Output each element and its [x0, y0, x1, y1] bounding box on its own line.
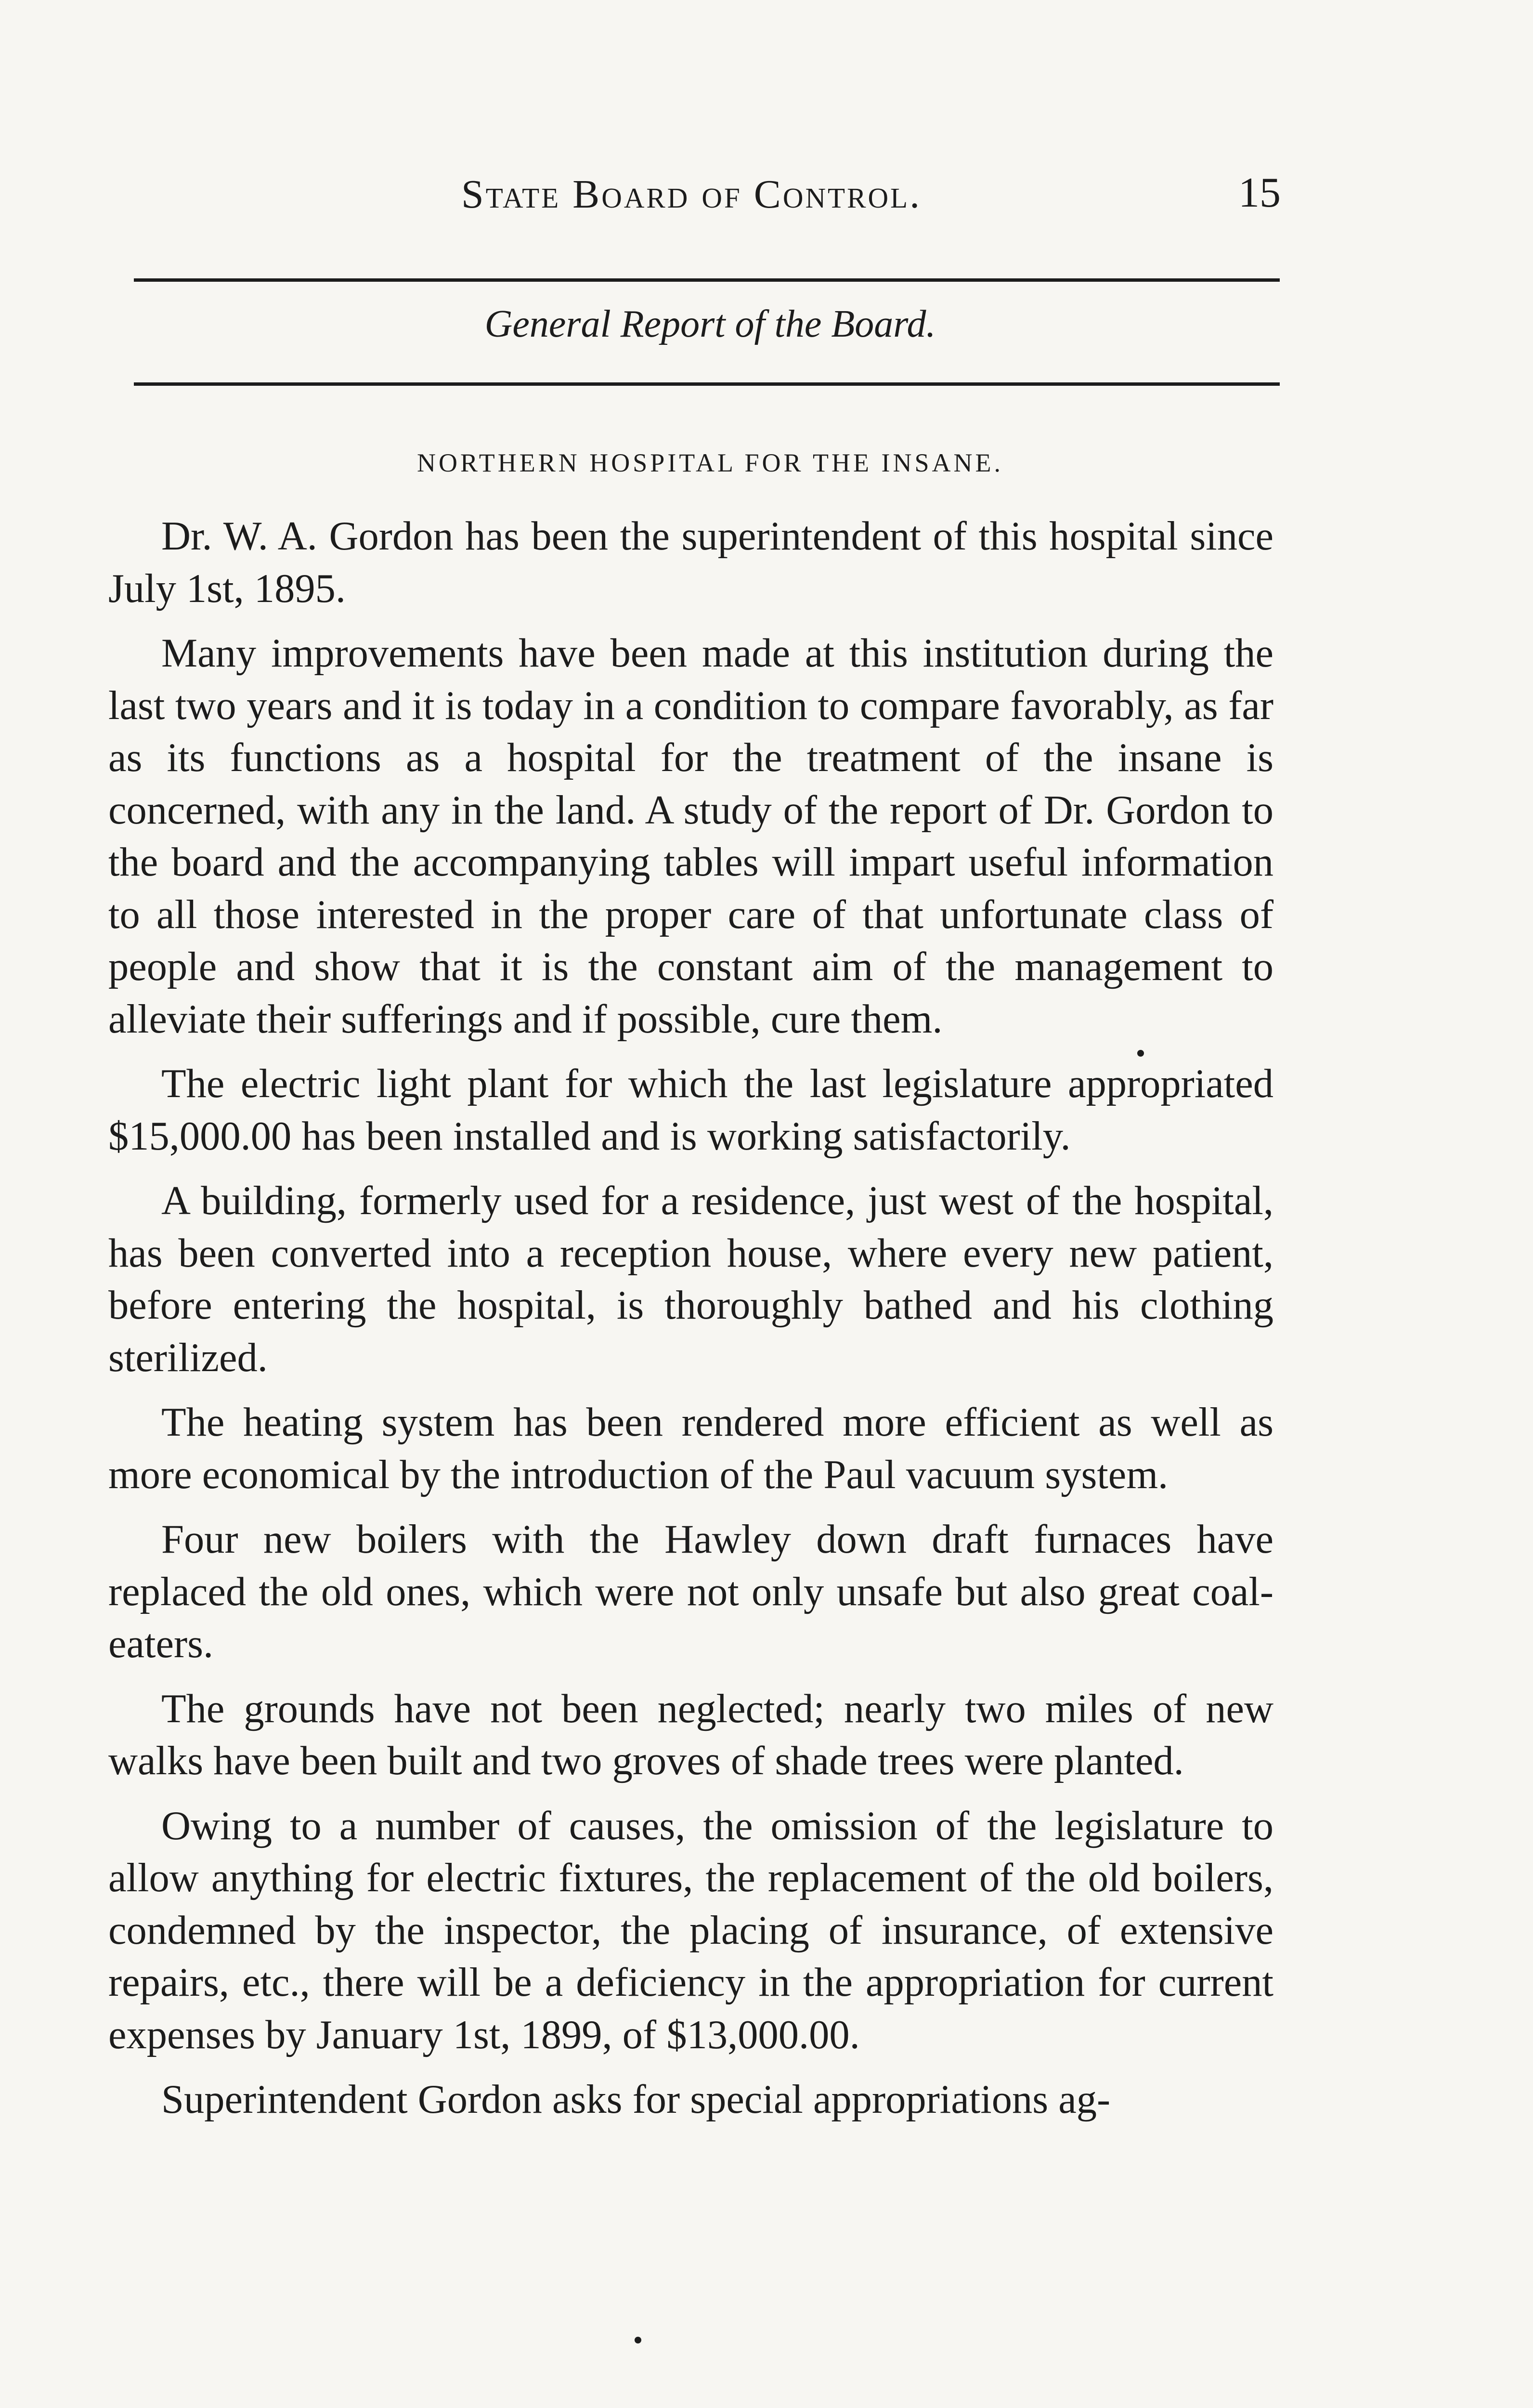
running-header-title: State Board of Control. — [461, 172, 922, 217]
paragraph: Many improvements have been made at this institution during the last two years and it is today in a condition to compare favorably, as far as its functions as a hospital for the treatment of the insane is concerned, with any in the land. A study of the report of Dr. Gordon to the board and the accompanying tables will impart useful information to all those interested in the proper care of that unfortunate class of people and show that it is the constant aim of the management to alleviate their sufferings and if possible, cure them. — [108, 631, 1273, 1042]
paragraph: A building, formerly used for a residence, just west of the hospital, has been converted into a reception house, where every new patient, before entering the hospital, is thoroughly bathed and his clothing sterilized. — [108, 1178, 1273, 1380]
print-speck — [635, 2337, 641, 2343]
paragraph: Dr. W. A. Gordon has been the superintendent of this hospital since July 1st, 1895. — [108, 514, 1273, 611]
paragraph: Four new boilers with the Hawley down draft furnaces have replaced the old ones, which were not only unsafe but also great coal-eaters. — [108, 1517, 1273, 1666]
section-subtitle: General Report of the Board. — [484, 303, 936, 345]
section-heading: NORTHERN HOSPITAL FOR THE INSANE. — [417, 448, 1003, 477]
print-speck — [1137, 1050, 1144, 1057]
header-rule-top — [134, 278, 1280, 282]
header-rule-bottom — [134, 382, 1280, 386]
body-text — [108, 510, 1273, 2139]
paragraph: The heating system has been rendered more efficient as well as more economical by the introduction of the Paul vacuum system. — [108, 1400, 1273, 1497]
paragraph: The grounds have not been neglected; nearly two miles of new walks have been built and two groves of shade trees were planted. — [108, 1686, 1273, 1783]
paragraph: The electric light plant for which the last legislature appropriated $15,000.00 has been installed and is working satisfactorily. — [108, 1061, 1273, 1159]
paragraph: Owing to a number of causes, the omission of the legislature to allow anything for electric fixtures, the replacement of the old boilers, condemned by the inspector, the placing of insurance, of extensive repairs, etc., there will be a deficiency in the appropriation for current expenses by January 1st, 1899, of $13,000.00. — [108, 1803, 1273, 2057]
paragraph: Superintendent Gordon asks for special appropriations ag- — [161, 2077, 1111, 2122]
page-number: 15 — [1238, 170, 1281, 216]
